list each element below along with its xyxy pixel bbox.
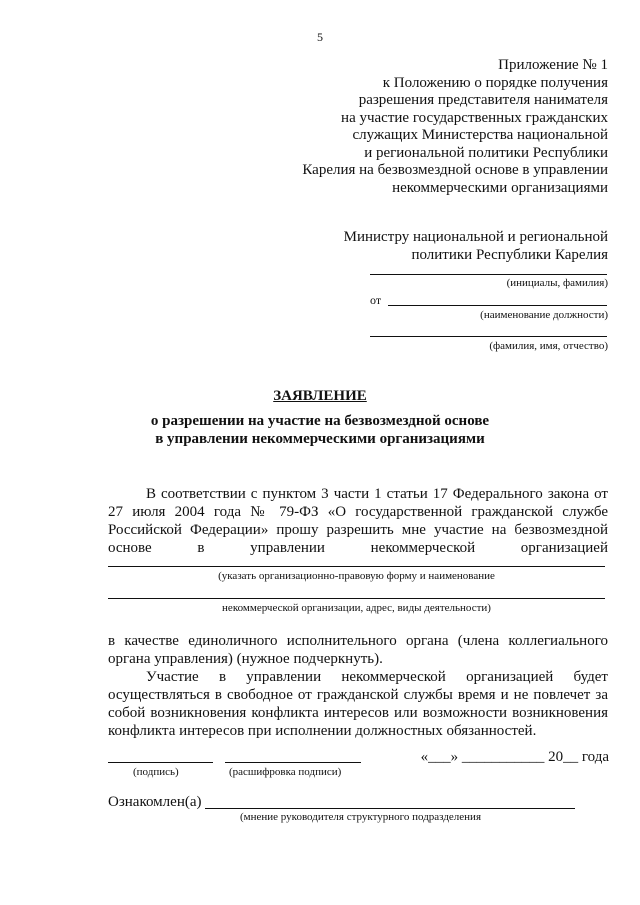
- signature-line[interactable]: [108, 762, 213, 763]
- subtitle-line: о разрешении на участие на безвозмездной основе: [150, 413, 490, 429]
- signature-decode-line[interactable]: [225, 762, 361, 763]
- document-subtitle: [0, 412, 640, 448]
- appendix-line: служащих Министерства национальной: [352, 127, 608, 143]
- initials-caption: (инициалы, фамилия): [506, 277, 608, 289]
- paragraph-1: [108, 485, 608, 557]
- paragraph-line: 27 июля 2004 года № 79-ФЗ «О государственной гражданской службе: [108, 504, 608, 520]
- initials-line[interactable]: [370, 274, 607, 275]
- ack-caption: (мнение руководителя структурного подразделения: [240, 811, 482, 823]
- appendix-line: Карелия на безвозмездной основе в управлении: [302, 162, 608, 178]
- subtitle-line: в управлении некоммерческими организациями: [155, 431, 485, 447]
- addressee-block: [188, 228, 608, 264]
- appendix-line: Приложение № 1: [498, 57, 608, 73]
- organization-line-1[interactable]: [108, 566, 605, 567]
- page-number: 5: [317, 30, 323, 44]
- appendix-line: разрешения представителя нанимателя: [358, 92, 608, 108]
- paragraph-line: В соответствии с пунктом 3 части 1 статьи 17 Федерального закона от: [146, 486, 608, 502]
- paragraph-2: [108, 632, 608, 668]
- ack-line[interactable]: [205, 808, 575, 809]
- paragraph-line: в качестве единоличного исполнительного органа (члена коллегиального: [108, 633, 608, 649]
- appendix-line: к Положению о порядке получения: [382, 74, 608, 91]
- from-label: от: [370, 293, 382, 307]
- paragraph-line: конфликта интересов при исполнении должностных обязанностей.: [108, 723, 537, 739]
- paragraph-line: органа управления) (нужное подчеркнуть).: [108, 651, 383, 667]
- fio-caption: (фамилия, имя, отчество): [489, 340, 608, 352]
- paragraph-line: основе в управлении некоммерческой организацией: [108, 540, 608, 556]
- signature-caption: (подпись): [133, 766, 179, 778]
- position-line[interactable]: [388, 305, 607, 306]
- date-field[interactable]: «___» ___________ 20__ года: [420, 749, 609, 765]
- organization-caption-2: некоммерческой организации, адрес, виды деятельности): [222, 602, 491, 614]
- paragraph-line: собой возникновения конфликта интересов или возможности возникновения: [108, 705, 608, 721]
- addressee-line: политики Республики Карелия: [411, 247, 608, 263]
- paragraph-3: [108, 668, 608, 740]
- appendix-line: и региональной политики Республики: [364, 144, 608, 161]
- position-caption: (наименование должности): [480, 309, 608, 321]
- paragraph-line: Российской Федерации» прошу разрешить мне участие на безвозмездной: [108, 522, 608, 538]
- addressee-line: Министру национальной и региональной: [343, 229, 608, 245]
- paragraph-line: Участие в управлении некоммерческой организацией будет: [146, 669, 608, 685]
- paragraph-line: осуществляться в свободное от гражданской службы время и не повлечет за: [108, 687, 608, 703]
- document-title: ЗАЯВЛЕНИЕ: [273, 388, 367, 404]
- appendix-line: некоммерческими организациями: [392, 179, 608, 196]
- signature-decode-caption: (расшифровка подписи): [229, 766, 342, 778]
- appendix-block: [188, 57, 608, 197]
- organization-caption-1: (указать организационно-правовую форму и наименование: [218, 570, 495, 582]
- fio-line[interactable]: [370, 336, 607, 337]
- organization-line-2[interactable]: [108, 598, 605, 599]
- appendix-line: на участие государственных гражданских: [341, 109, 608, 126]
- ack-label: Ознакомлен(а): [108, 794, 202, 810]
